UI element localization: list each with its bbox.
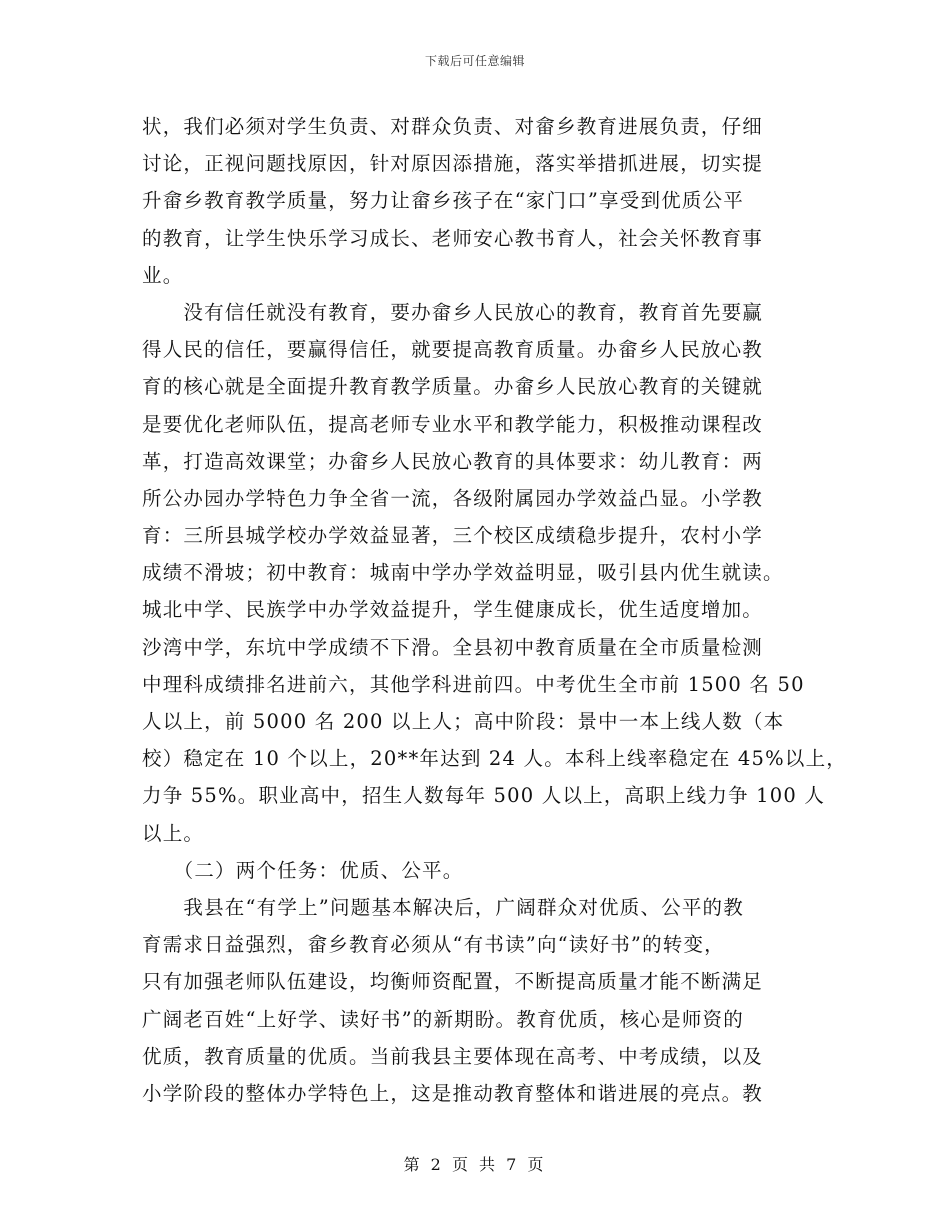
text-line: 业。 bbox=[142, 263, 184, 287]
text-line: 的教育，让学生快乐学习成长、老师安心教书育人，社会关怀教育事 bbox=[142, 226, 764, 250]
text-line: 优质，教育质量的优质。当前我县主要体现在高考、中考成绩，以及 bbox=[142, 1044, 764, 1068]
text-line: 状，我们必须对学生负责、对群众负责、对畲乡教育进展负责，仔细 bbox=[142, 115, 764, 138]
text-line: 育：三所县城学校办学效益显著，三个校区成绩稳步提升，农村小学 bbox=[142, 524, 764, 548]
text-line: 中理科成绩排名进前六，其他学科进前四。中考优生全市前 1500 名 50 bbox=[142, 672, 805, 696]
text-line: 我县在“有学上”问题基本解决后，广阔群众对优质、公平的教 bbox=[142, 895, 744, 919]
text-line: 升畲乡教育教学质量，努力让畲乡孩子在“家门口”享受到优质公平 bbox=[142, 189, 744, 213]
text-line: 力争 55%。职业高中，招生人数每年 500 人以上，高职上线力争 100 人 bbox=[142, 784, 826, 808]
text-line: 城北中学、民族学中办学效益提升，学生健康成长，优生适度增加。 bbox=[142, 598, 764, 622]
text-line: 小学阶段的整体办学特色上，这是推动教育整体和谐进展的亮点。教 bbox=[142, 1081, 764, 1105]
text-line: 讨论，正视问题找原因，针对原因添措施，落实举措抓进展，切实提 bbox=[142, 152, 764, 176]
page-number: 第 2 页 共 7 页 bbox=[403, 1155, 547, 1174]
text-line: 革，打造高效课堂；办畲乡人民放心教育的具体要求：幼儿教育：两 bbox=[142, 449, 764, 473]
text-line: 只有加强老师队伍建设，均衡师资配置，不断提高质量才能不断满足 bbox=[142, 970, 764, 994]
text-line: 所公办园办学特色力争全省一流，各级附属园办学效益凸显。小学教 bbox=[142, 486, 764, 510]
text-line: 是要优化老师队伍，提高老师专业水平和教学能力，积极推动课程改 bbox=[142, 412, 764, 436]
document-body bbox=[142, 108, 847, 1112]
text-line: 校）稳定在 10 个以上，20**年达到 24 人。本科上线率稳定在 45%以上， bbox=[142, 747, 847, 771]
text-line: 成绩不滑坡；初中教育：城南中学办学效益明显，吸引县内优生就读。 bbox=[142, 561, 784, 585]
text-line: 沙湾中学，东坑中学成绩不下滑。全县初中教育质量在全市质量检测 bbox=[142, 635, 764, 659]
text-line: 以上。 bbox=[142, 821, 205, 845]
page-header: 下载后可任意编辑 bbox=[424, 54, 525, 68]
text-line: 人以上，前 5000 名 200 以上人；高中阶段：景中一本上线人数（本 bbox=[142, 710, 785, 733]
text-line: 育需求日益强烈，畲乡教育必须从“有书读”向“读好书”的转变， bbox=[142, 933, 725, 957]
text-line: 育的核心就是全面提升教育教学质量。办畲乡人民放心教育的关键就 bbox=[142, 375, 764, 399]
text-line: 没有信任就没有教育，要办畲乡人民放心的教育，教育首先要赢 bbox=[142, 300, 764, 324]
text-line: 得人民的信任，要赢得信任，就要提高教育质量。办畲乡人民放心教 bbox=[142, 338, 764, 362]
text-line: 广阔老百姓“上好学、读好书”的新期盼。教育优质，核心是师资的 bbox=[142, 1007, 744, 1031]
section-heading: （二）两个任务：优质、公平。 bbox=[142, 858, 464, 882]
